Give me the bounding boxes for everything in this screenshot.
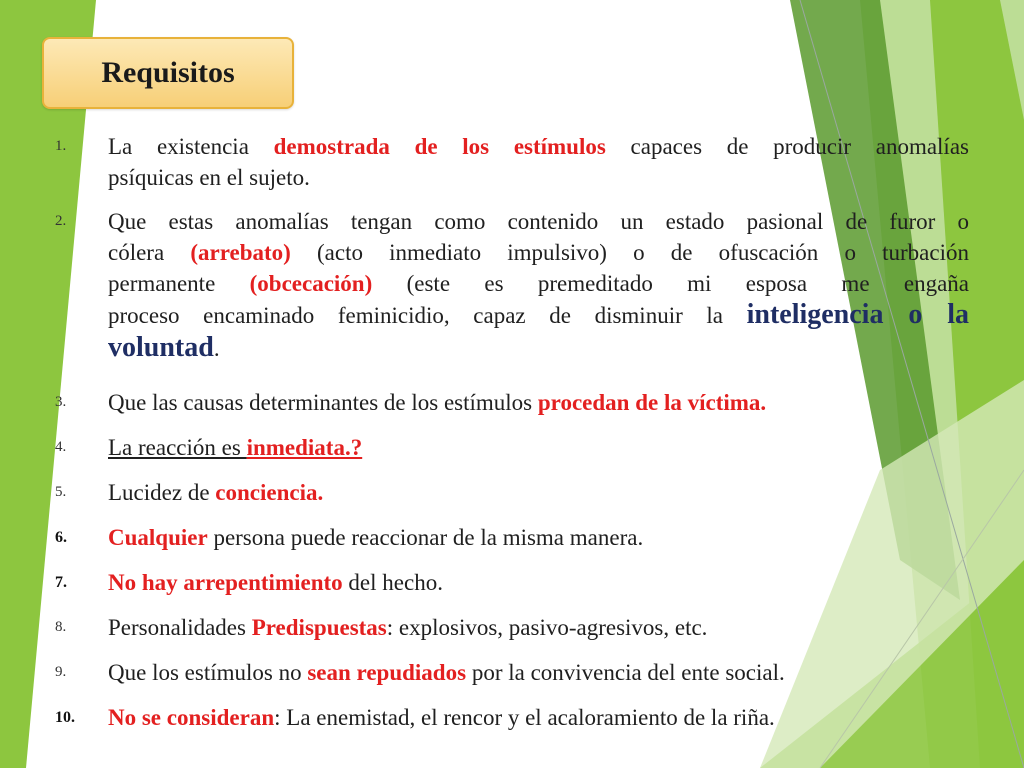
highlight-text: (arrebato)	[190, 240, 291, 265]
item-number: 6.	[55, 529, 67, 546]
item-number: 3.	[55, 394, 67, 410]
list-item: 8. Personalidades Predispuestas: explosivos, pasivo-agresivos, etc.	[108, 612, 969, 643]
list-item: 6. Cualquier persona puede reaccionar de la misma manera.	[108, 522, 969, 553]
highlight-text: No se consideran	[108, 705, 275, 730]
highlight-text: procedan de la víctima.	[537, 390, 767, 415]
slide-title: Requisitos	[101, 56, 235, 89]
item-number: 8.	[55, 619, 67, 635]
highlight-text: conciencia.	[215, 480, 324, 505]
list-item: 1. La existencia demostrada de los estímulos capaces de producir anomalías psíquicas en el sujeto.	[108, 131, 969, 193]
item-number: 5.	[55, 484, 67, 500]
item-number: 2.	[55, 213, 67, 229]
item-number: 10.	[55, 709, 75, 726]
highlight-text: sean repudiados	[307, 660, 467, 685]
highlight-text: demostrada de los estímulos	[273, 134, 606, 159]
highlight-text: inmediata.?	[246, 435, 363, 460]
highlight-text: Predispuestas	[251, 615, 387, 640]
item-number: 1.	[55, 138, 67, 154]
list-item: 5. Lucidez de conciencia.	[108, 477, 969, 508]
list-item: 7. No hay arrepentimiento del hecho.	[108, 567, 969, 598]
highlight-text: (obcecación)	[249, 271, 373, 296]
highlight-text: No hay arrepentimiento	[108, 570, 343, 595]
highlight-text: Cualquier	[108, 525, 208, 550]
list-item: 3. Que las causas determinantes de los estímulos procedan de la víctima.	[108, 387, 969, 418]
item-number: 9.	[55, 664, 67, 680]
list-item: 10. No se consideran: La enemistad, el rencor y el acaloramiento de la riña.	[108, 702, 969, 733]
emphasis-text: inteligencia o la	[746, 299, 969, 330]
list-item: 2. Que estas anomalías tengan como contenido un estado pasional de furor o cólera (arrebato) (acto inmediato impulsivo) o de ofuscación o turbación permanente (obcecación) (este es premeditado mi esposa me engaña proceso encaminado feminicidio, capaz de disminuir la inteligencia o la voluntad.	[108, 206, 969, 365]
item-number: 7.	[55, 574, 67, 591]
list-item: 9. Que los estímulos no sean repudiados por la convivencia del ente social.	[108, 657, 969, 688]
item-number: 4.	[55, 439, 67, 455]
emphasis-text: voluntad	[108, 332, 214, 363]
list-item: 4. La reacción es inmediata.?	[108, 432, 969, 463]
